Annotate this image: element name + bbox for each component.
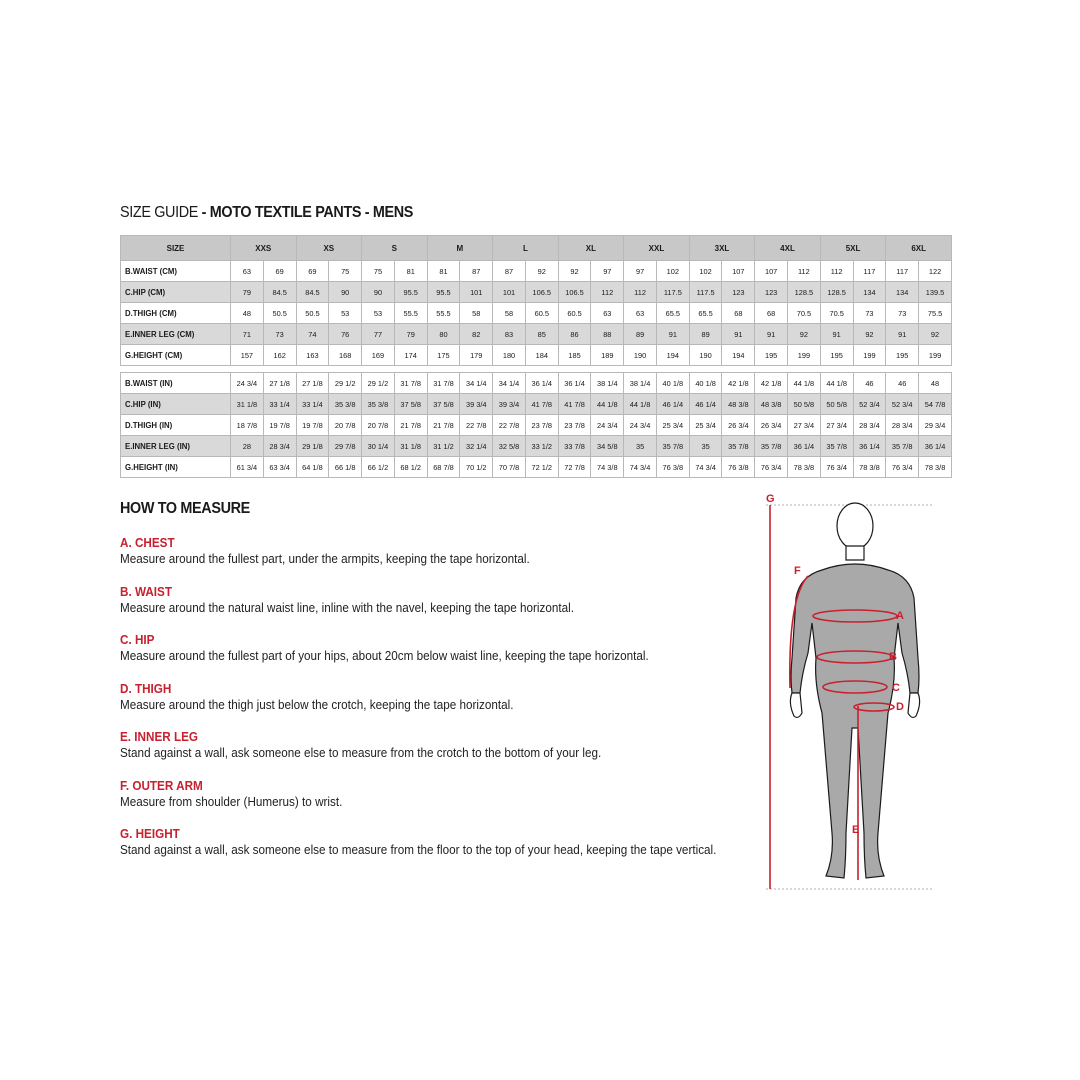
table-cell: 95.5 <box>427 282 460 303</box>
table-cell: 128.5 <box>788 282 821 303</box>
table-cell: 88 <box>591 324 624 345</box>
table-cell: 36 1/4 <box>919 436 952 457</box>
separator-cell <box>121 366 952 373</box>
table-cell: 76 <box>329 324 362 345</box>
table-cell: 74 3/4 <box>689 457 722 478</box>
size-header-label: SIZE <box>121 236 231 261</box>
table-cell: 112 <box>820 261 853 282</box>
measure-instructions <box>120 535 760 875</box>
table-cell: 68 <box>722 303 755 324</box>
table-cell: 106.5 <box>525 282 558 303</box>
table-cell: 35 7/8 <box>820 436 853 457</box>
table-cell: 123 <box>755 282 788 303</box>
table-row <box>121 324 952 345</box>
table-cell: 55.5 <box>394 303 427 324</box>
table-cell: 180 <box>493 345 526 366</box>
table-cell: 52 3/4 <box>886 394 919 415</box>
table-cell: 31 7/8 <box>394 373 427 394</box>
table-cell: 80 <box>427 324 460 345</box>
table-cell: 44 1/8 <box>820 373 853 394</box>
table-cell: 42 1/8 <box>755 373 788 394</box>
size-header-m: M <box>427 236 493 261</box>
table-cell: 78 3/8 <box>788 457 821 478</box>
table-cell: 37 5/8 <box>394 394 427 415</box>
table-cell: 24 3/4 <box>231 373 264 394</box>
table-cell: 26 3/4 <box>755 415 788 436</box>
row-label: G.HEIGHT (CM) <box>121 345 231 366</box>
table-cell: 87 <box>493 261 526 282</box>
table-cell: 78 3/8 <box>853 457 886 478</box>
table-cell: 20 7/8 <box>329 415 362 436</box>
table-cell: 53 <box>362 303 395 324</box>
table-cell: 61 3/4 <box>231 457 264 478</box>
table-row <box>121 373 952 394</box>
table-cell: 36 1/4 <box>558 373 591 394</box>
table-cell: 134 <box>853 282 886 303</box>
label-b: B <box>889 651 897 663</box>
table-cell: 82 <box>460 324 493 345</box>
size-header-xs: XS <box>296 236 362 261</box>
table-cell: 53 <box>329 303 362 324</box>
measure-item-text: Measure around the fullest part of your hips, about 20cm below waist line, keeping the tape horizontal. <box>120 648 649 663</box>
table-cell: 33 1/4 <box>296 394 329 415</box>
title-prefix: SIZE GUIDE <box>120 204 199 221</box>
table-cell: 35 7/8 <box>722 436 755 457</box>
table-cell: 31 7/8 <box>427 373 460 394</box>
table-cell: 75 <box>362 261 395 282</box>
table-row <box>121 345 952 366</box>
table-cell: 28 3/4 <box>853 415 886 436</box>
table-cell: 194 <box>722 345 755 366</box>
size-header-4xl: 4XL <box>755 236 821 261</box>
measure-item-text: Stand against a wall, ask someone else to measure from the crotch to the bottom of your leg. <box>120 745 602 760</box>
table-cell: 68 7/8 <box>427 457 460 478</box>
table-cell: 41 7/8 <box>525 394 558 415</box>
table-cell: 31 1/8 <box>394 436 427 457</box>
table-cell: 189 <box>591 345 624 366</box>
row-label: C.HIP (IN) <box>121 394 231 415</box>
table-cell: 185 <box>558 345 591 366</box>
table-cell: 28 3/4 <box>263 436 296 457</box>
measure-item-text: Measure around the thigh just below the crotch, keeping the tape horizontal. <box>120 696 514 712</box>
measure-item <box>120 826 760 875</box>
table-cell: 70.5 <box>788 303 821 324</box>
table-cell: 23 7/8 <box>558 415 591 436</box>
page-title <box>120 204 413 222</box>
table-cell: 48 3/8 <box>755 394 788 415</box>
table-cell: 18 7/8 <box>231 415 264 436</box>
table-cell: 74 3/4 <box>624 457 657 478</box>
table-cell: 70.5 <box>820 303 853 324</box>
table-cell: 33 7/8 <box>558 436 591 457</box>
table-cell: 24 3/4 <box>624 415 657 436</box>
table-cell: 107 <box>755 261 788 282</box>
how-to-measure-heading: HOW TO MEASURE <box>120 500 250 517</box>
table-cell: 162 <box>263 345 296 366</box>
table-cell: 37 5/8 <box>427 394 460 415</box>
table-row <box>121 394 952 415</box>
table-cell: 84.5 <box>263 282 296 303</box>
table-cell: 79 <box>394 324 427 345</box>
table-cell: 35 <box>689 436 722 457</box>
table-cell: 22 7/8 <box>493 415 526 436</box>
table-cell: 41 7/8 <box>558 394 591 415</box>
table-cell: 107 <box>722 261 755 282</box>
table-cell: 50.5 <box>263 303 296 324</box>
table-cell: 35 7/8 <box>755 436 788 457</box>
table-cell: 40 1/8 <box>689 373 722 394</box>
measure-item <box>120 632 760 681</box>
table-cell: 86 <box>558 324 591 345</box>
measure-item-heading: G. HEIGHT <box>120 826 180 841</box>
table-cell: 92 <box>525 261 558 282</box>
table-cell: 73 <box>853 303 886 324</box>
table-cell: 139.5 <box>919 282 952 303</box>
table-cell: 90 <box>362 282 395 303</box>
measure-item-text: Measure from shoulder (Humerus) to wrist. <box>120 793 343 809</box>
table-cell: 66 1/8 <box>329 457 362 478</box>
table-cell: 72 1/2 <box>525 457 558 478</box>
table-cell: 44 1/8 <box>624 394 657 415</box>
table-cell: 174 <box>394 345 427 366</box>
table-cell: 195 <box>886 345 919 366</box>
table-cell: 34 1/4 <box>493 373 526 394</box>
table-cell: 179 <box>460 345 493 366</box>
title-main: - MOTO TEXTILE PANTS - MENS <box>201 204 414 221</box>
table-cell: 117 <box>853 261 886 282</box>
size-header-5xl: 5XL <box>820 236 886 261</box>
table-cell: 76 3/4 <box>820 457 853 478</box>
table-cell: 91 <box>755 324 788 345</box>
table-cell: 84.5 <box>296 282 329 303</box>
table-cell: 21 7/8 <box>394 415 427 436</box>
table-row <box>121 457 952 478</box>
table-cell: 60.5 <box>525 303 558 324</box>
table-cell: 46 <box>886 373 919 394</box>
table-cell: 81 <box>427 261 460 282</box>
table-cell: 50 5/8 <box>820 394 853 415</box>
table-cell: 169 <box>362 345 395 366</box>
table-cell: 199 <box>853 345 886 366</box>
size-header-3xl: 3XL <box>689 236 755 261</box>
table-cell: 190 <box>624 345 657 366</box>
table-cell: 87 <box>460 261 493 282</box>
row-label: E.INNER LEG (CM) <box>121 324 231 345</box>
table-cell: 27 1/8 <box>296 373 329 394</box>
label-c: C <box>892 682 900 694</box>
table-cell: 46 <box>853 373 886 394</box>
table-cell: 73 <box>886 303 919 324</box>
row-label: G.HEIGHT (IN) <box>121 457 231 478</box>
table-cell: 39 3/4 <box>493 394 526 415</box>
table-cell: 35 7/8 <box>886 436 919 457</box>
table-cell: 79 <box>231 282 264 303</box>
table-cell: 163 <box>296 345 329 366</box>
table-cell: 29 1/2 <box>329 373 362 394</box>
table-cell: 65.5 <box>656 303 689 324</box>
table-cell: 48 3/8 <box>722 394 755 415</box>
table-cell: 29 1/8 <box>296 436 329 457</box>
row-label: E.INNER LEG (IN) <box>121 436 231 457</box>
table-cell: 157 <box>231 345 264 366</box>
table-cell: 89 <box>624 324 657 345</box>
measure-item-text: Stand against a wall, ask someone else to measure from the floor to the top of your head, keeping the tape vertical. <box>120 842 717 857</box>
table-cell: 184 <box>525 345 558 366</box>
table-cell: 91 <box>656 324 689 345</box>
table-cell: 20 7/8 <box>362 415 395 436</box>
measure-item-heading: D. THIGH <box>120 680 172 696</box>
table-cell: 35 7/8 <box>656 436 689 457</box>
table-cell: 30 1/4 <box>362 436 395 457</box>
table-cell: 168 <box>329 345 362 366</box>
table-cell: 195 <box>755 345 788 366</box>
table-cell: 55.5 <box>427 303 460 324</box>
table-cell: 28 3/4 <box>886 415 919 436</box>
body-silhouette <box>790 503 919 878</box>
table-cell: 199 <box>788 345 821 366</box>
table-cell: 29 1/2 <box>362 373 395 394</box>
table-cell: 73 <box>263 324 296 345</box>
table-cell: 58 <box>493 303 526 324</box>
table-cell: 21 7/8 <box>427 415 460 436</box>
table-cell: 68 1/2 <box>394 457 427 478</box>
table-cell: 76 3/8 <box>656 457 689 478</box>
table-cell: 97 <box>624 261 657 282</box>
size-header-l: L <box>493 236 559 261</box>
table-row <box>121 282 952 303</box>
table-cell: 31 1/2 <box>427 436 460 457</box>
table-cell: 128.5 <box>820 282 853 303</box>
measure-item <box>120 584 760 633</box>
table-cell: 64 1/8 <box>296 457 329 478</box>
size-header-xxs: XXS <box>231 236 297 261</box>
table-cell: 31 1/8 <box>231 394 264 415</box>
table-row <box>121 303 952 324</box>
table-cell: 29 3/4 <box>919 415 952 436</box>
table-cell: 33 1/2 <box>525 436 558 457</box>
body-measurement-figure <box>760 488 950 898</box>
table-cell: 77 <box>362 324 395 345</box>
table-cell: 22 7/8 <box>460 415 493 436</box>
table-cell: 91 <box>820 324 853 345</box>
table-cell: 50 5/8 <box>788 394 821 415</box>
table-cell: 46 1/4 <box>689 394 722 415</box>
table-cell: 78 3/8 <box>919 457 952 478</box>
size-header-xxl: XXL <box>624 236 690 261</box>
table-cell: 63 <box>624 303 657 324</box>
table-cell: 29 7/8 <box>329 436 362 457</box>
table-cell: 48 <box>919 373 952 394</box>
size-header-s: S <box>362 236 428 261</box>
table-cell: 34 1/4 <box>460 373 493 394</box>
table-cell: 54 7/8 <box>919 394 952 415</box>
table-cell: 112 <box>591 282 624 303</box>
table-cell: 44 1/8 <box>591 394 624 415</box>
table-cell: 50.5 <box>296 303 329 324</box>
table-cell: 48 <box>231 303 264 324</box>
measure-item <box>120 778 760 827</box>
table-cell: 52 3/4 <box>853 394 886 415</box>
table-cell: 175 <box>427 345 460 366</box>
table-cell: 74 3/8 <box>591 457 624 478</box>
table-cell: 35 3/8 <box>329 394 362 415</box>
table-cell: 122 <box>919 261 952 282</box>
table-cell: 38 1/4 <box>591 373 624 394</box>
table-cell: 63 <box>591 303 624 324</box>
table-cell: 112 <box>624 282 657 303</box>
table-cell: 35 <box>624 436 657 457</box>
table-cell: 90 <box>329 282 362 303</box>
row-label: C.HIP (CM) <box>121 282 231 303</box>
table-cell: 117.5 <box>656 282 689 303</box>
table-cell: 97 <box>591 261 624 282</box>
label-f: F <box>794 565 801 577</box>
table-cell: 23 7/8 <box>525 415 558 436</box>
table-cell: 42 1/8 <box>722 373 755 394</box>
table-cell: 102 <box>689 261 722 282</box>
table-cell: 70 1/2 <box>460 457 493 478</box>
table-cell: 65.5 <box>689 303 722 324</box>
table-cell: 95.5 <box>394 282 427 303</box>
table-cell: 117 <box>886 261 919 282</box>
table-cell: 76 3/4 <box>886 457 919 478</box>
table-cell: 27 3/4 <box>788 415 821 436</box>
table-cell: 63 3/4 <box>263 457 296 478</box>
table-row <box>121 415 952 436</box>
table-cell: 72 7/8 <box>558 457 591 478</box>
label-e: E <box>852 824 860 836</box>
table-cell: 38 1/4 <box>624 373 657 394</box>
table-cell: 76 3/8 <box>722 457 755 478</box>
table-cell: 39 3/4 <box>460 394 493 415</box>
measure-item <box>120 681 760 730</box>
table-cell: 190 <box>689 345 722 366</box>
table-cell: 75.5 <box>919 303 952 324</box>
table-cell: 68 <box>755 303 788 324</box>
table-cell: 92 <box>788 324 821 345</box>
row-label: D.THIGH (CM) <box>121 303 231 324</box>
table-cell: 85 <box>525 324 558 345</box>
table-cell: 101 <box>493 282 526 303</box>
table-cell: 25 3/4 <box>689 415 722 436</box>
table-cell: 71 <box>231 324 264 345</box>
measure-item-heading: F. OUTER ARM <box>120 777 203 793</box>
table-cell: 25 3/4 <box>656 415 689 436</box>
label-d: D <box>896 701 904 713</box>
table-row <box>121 436 952 457</box>
measure-item-text: Measure around the fullest part, under the armpits, keeping the tape horizontal. <box>120 551 530 566</box>
table-cell: 24 3/4 <box>591 415 624 436</box>
measure-item-heading: E. INNER LEG <box>120 729 199 744</box>
table-separator <box>121 366 952 373</box>
table-cell: 92 <box>558 261 591 282</box>
table-cell: 26 3/4 <box>722 415 755 436</box>
table-cell: 46 1/4 <box>656 394 689 415</box>
table-cell: 19 7/8 <box>296 415 329 436</box>
table-cell: 75 <box>329 261 362 282</box>
measure-item-heading: B. WAIST <box>120 583 173 599</box>
table-cell: 32 1/4 <box>460 436 493 457</box>
size-header-6xl: 6XL <box>886 236 952 261</box>
table-cell: 36 1/4 <box>788 436 821 457</box>
table-row <box>121 261 952 282</box>
row-label: B.WAIST (IN) <box>121 373 231 394</box>
table-cell: 58 <box>460 303 493 324</box>
size-header-xl: XL <box>558 236 624 261</box>
table-cell: 106.5 <box>558 282 591 303</box>
table-cell: 69 <box>296 261 329 282</box>
size-header-row <box>121 236 952 261</box>
label-a: A <box>896 610 904 622</box>
table-cell: 89 <box>689 324 722 345</box>
table-cell: 195 <box>820 345 853 366</box>
table-cell: 101 <box>460 282 493 303</box>
measure-item <box>120 535 760 584</box>
table-cell: 28 <box>231 436 264 457</box>
table-cell: 69 <box>263 261 296 282</box>
table-cell: 81 <box>394 261 427 282</box>
row-label: B.WAIST (CM) <box>121 261 231 282</box>
size-table <box>120 235 952 478</box>
measure-item-heading: C. HIP <box>120 632 155 647</box>
table-cell: 35 3/8 <box>362 394 395 415</box>
table-cell: 32 5/8 <box>493 436 526 457</box>
table-cell: 92 <box>919 324 952 345</box>
table-cell: 36 1/4 <box>525 373 558 394</box>
table-cell: 27 1/8 <box>263 373 296 394</box>
measure-item <box>120 729 760 778</box>
table-cell: 40 1/8 <box>656 373 689 394</box>
row-label: D.THIGH (IN) <box>121 415 231 436</box>
table-cell: 134 <box>886 282 919 303</box>
table-cell: 102 <box>656 261 689 282</box>
table-cell: 34 5/8 <box>591 436 624 457</box>
measure-item-heading: A. CHEST <box>120 535 175 550</box>
table-cell: 44 1/8 <box>788 373 821 394</box>
table-cell: 19 7/8 <box>263 415 296 436</box>
table-cell: 91 <box>722 324 755 345</box>
table-cell: 33 1/4 <box>263 394 296 415</box>
table-cell: 27 3/4 <box>820 415 853 436</box>
table-cell: 123 <box>722 282 755 303</box>
table-cell: 117.5 <box>689 282 722 303</box>
table-cell: 91 <box>886 324 919 345</box>
label-g: G <box>766 493 775 505</box>
table-cell: 63 <box>231 261 264 282</box>
table-cell: 92 <box>853 324 886 345</box>
table-cell: 70 7/8 <box>493 457 526 478</box>
table-cell: 194 <box>656 345 689 366</box>
table-cell: 60.5 <box>558 303 591 324</box>
table-cell: 83 <box>493 324 526 345</box>
measure-item-text: Measure around the natural waist line, inline with the navel, keeping the tape horizontal. <box>120 599 574 615</box>
table-cell: 199 <box>919 345 952 366</box>
table-cell: 76 3/4 <box>755 457 788 478</box>
table-cell: 112 <box>788 261 821 282</box>
table-cell: 74 <box>296 324 329 345</box>
table-cell: 66 1/2 <box>362 457 395 478</box>
table-cell: 36 1/4 <box>853 436 886 457</box>
